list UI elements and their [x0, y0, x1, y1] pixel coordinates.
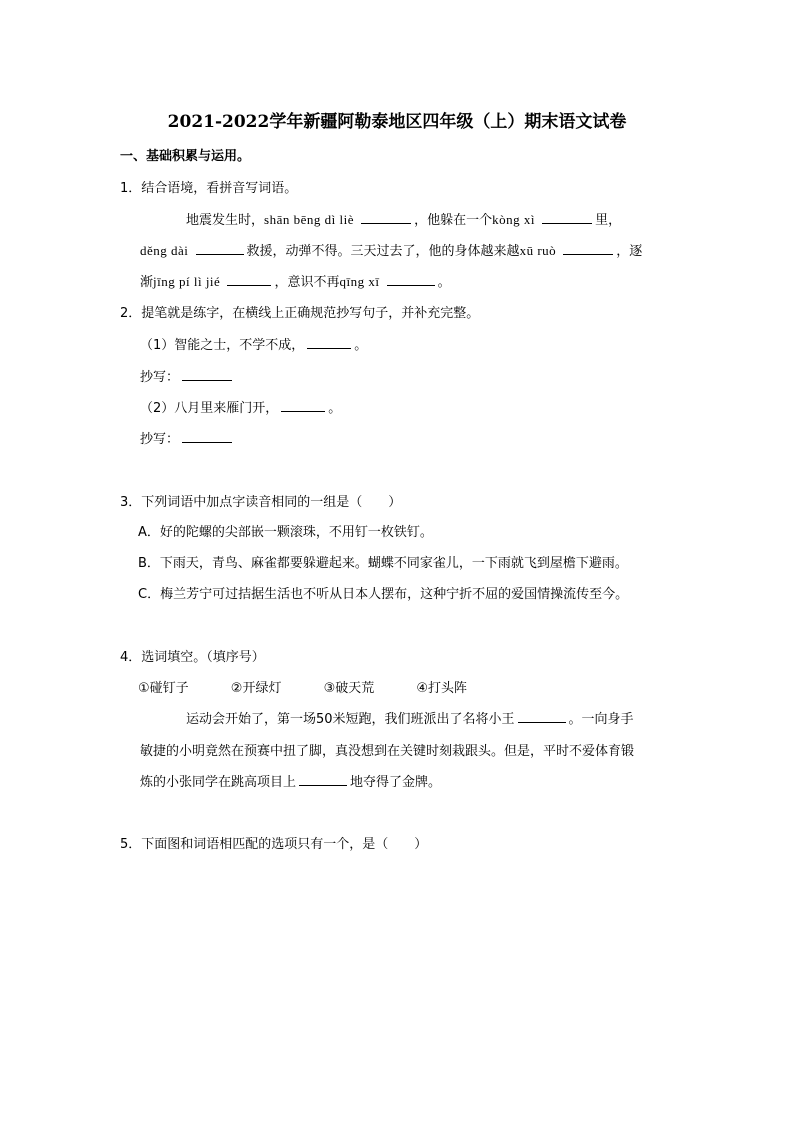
text: ，他躲在一个	[414, 213, 493, 228]
question-3-stem: 3．下列词语中加点字读音相同的一组是（ ）	[120, 495, 402, 510]
text: （1）智能之士，不学不成，	[140, 338, 305, 353]
text: 。	[354, 338, 368, 353]
word-option-3: ③破天荒	[323, 681, 375, 696]
answer-blank[interactable]	[361, 211, 411, 224]
question-3-option-c[interactable]: C．梅兰芳宁可过拮据生活也不听从日本人摆布，这种宁折不屈的爱国情操流传至今。	[138, 587, 629, 602]
question-2-copy-1	[140, 366, 235, 385]
text: 救援，动弹不得。三天过去了，他的身体越来越	[246, 244, 520, 259]
question-1-line-1	[186, 209, 621, 228]
page-title: 2021-2022学年新疆阿勒泰地区四年级（上）期末语文试卷	[167, 112, 627, 132]
question-4-line-1	[186, 708, 634, 727]
question-2-copy-2	[140, 428, 235, 447]
text: 运动会开始了，第一场50米短跑，我们班派出了名将小王	[186, 712, 515, 727]
question-1-line-3	[140, 271, 451, 290]
word-option-4: ④打头阵	[416, 681, 468, 696]
question-2-item-2	[140, 397, 341, 416]
word-option-1: ①碰钉子	[138, 681, 189, 696]
text: ，逐	[616, 244, 643, 259]
answer-blank[interactable]	[281, 399, 325, 412]
answer-blank[interactable]	[518, 710, 566, 723]
answer-blank[interactable]	[196, 242, 244, 255]
question-1-stem: 1．结合语境，看拼音写词语。	[120, 181, 298, 196]
answer-blank[interactable]	[307, 336, 351, 349]
question-5-stem: 5．下面图和词语相匹配的选项只有一个，是（ ）	[120, 837, 428, 852]
pinyin: shān bēng dì liè	[264, 212, 354, 227]
text: 地震发生时，	[186, 213, 265, 228]
pinyin: jīng pí lì jié	[153, 274, 221, 289]
text: 炼的小张同学在跳高项目上	[140, 775, 297, 790]
text: 。一向身手	[568, 712, 634, 727]
answer-blank[interactable]	[542, 211, 592, 224]
copy-label: 抄写：	[140, 370, 180, 385]
answer-blank[interactable]	[182, 430, 232, 443]
question-2-stem: 2．提笔就是练字，在横线上正确规范抄写句子，并补充完整。	[120, 306, 480, 321]
question-1-line-2	[140, 240, 642, 259]
pinyin: qīng xī	[339, 274, 380, 289]
text: ，意识不再	[274, 275, 340, 290]
section-heading: 一、基础积累与运用。	[120, 149, 251, 164]
question-4-line-3	[140, 771, 441, 790]
answer-blank[interactable]	[299, 773, 347, 786]
answer-blank[interactable]	[182, 368, 232, 381]
question-4-stem: 4．选词填空。（填序号）	[120, 650, 265, 665]
pinyin: děng dài	[140, 243, 189, 258]
text: 地夺得了金牌。	[350, 775, 442, 790]
text: 。	[328, 401, 342, 416]
text: 。	[437, 275, 451, 290]
answer-blank[interactable]	[227, 273, 271, 286]
question-3-option-b[interactable]: B．下雨天，青鸟、麻雀都要躲避起来。蝴蝶不同家雀儿，一下雨就飞到屋檐下避雨。	[138, 556, 628, 571]
question-3-option-a[interactable]: A．好的陀螺的尖部嵌一颗滚珠，不用钉一枚铁钉。	[138, 525, 433, 540]
question-4-options	[138, 677, 505, 696]
question-4-line-2: 敏捷的小明竟然在预赛中扭了脚，真没想到在关键时刻栽跟头。但是，平时不爱体育锻	[140, 744, 635, 759]
text: （2）八月里来雁门开，	[140, 401, 279, 416]
answer-blank[interactable]	[563, 242, 613, 255]
answer-blank[interactable]	[387, 273, 435, 286]
text: 里，	[595, 213, 622, 228]
word-option-2: ②开绿灯	[230, 681, 282, 696]
question-2-item-1	[140, 334, 367, 353]
pinyin: xū ruò	[519, 243, 557, 258]
copy-label: 抄写：	[140, 432, 180, 447]
pinyin: kòng xì	[492, 212, 536, 227]
text: 渐	[140, 275, 154, 290]
